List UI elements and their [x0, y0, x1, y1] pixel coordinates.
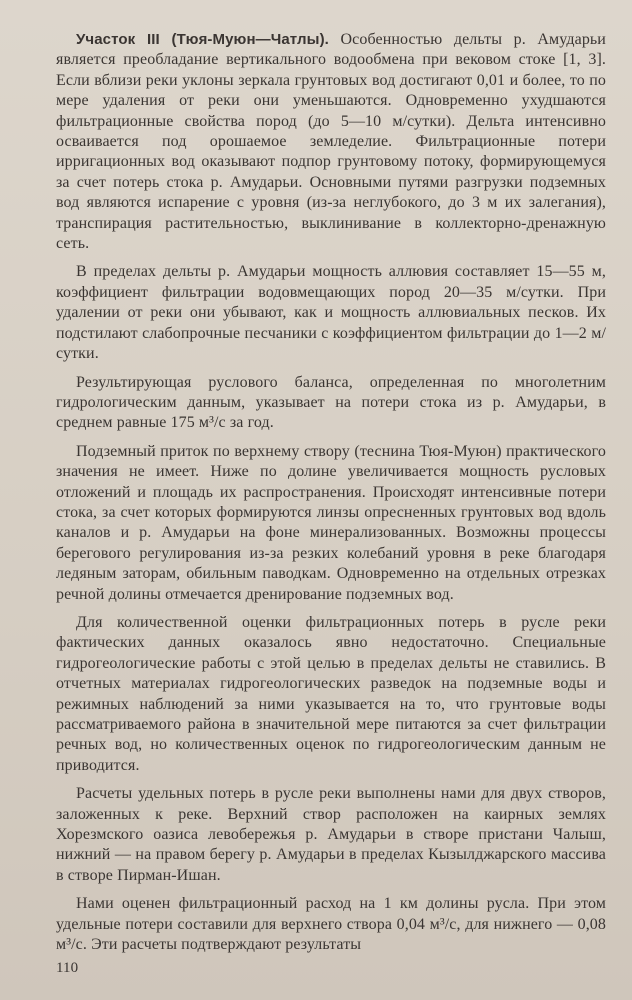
paragraph-inflow: Подземный приток по верхнему створу (теснина Тюя-Муюн) практического значения не имеет. Ниже по долине увеличивается мощность русловых отложений и площадь их распространения. Происходят интенсивные потери стока, за счет которых формируются линзы опресненных грунтовых вод вдоль каналов и р. Амударьи на фоне минерализованных. Возможны процессы берегового регулирования из-за резких колебаний уровня в реке благодаря ледяным заторам, обильным паводкам. Одновременно на отдельных отрезках речной долины отмечается дренирование подземных вод. [56, 442, 606, 603]
paragraph-results: Нами оценен фильтрационный расход на 1 км долины русла. При этом удельные потери составили для верхнего створа 0,04 м³/с, для нижнего — 0,08 м³/с. Эти расчеты подтверждают результаты [56, 895, 606, 954]
paragraph-balance: Результирующая руслового баланса, определенная по многолетним гидрологическим данным, указывает на потери стока из р. Амударьи, в среднем равные 175 м³/с за год. [56, 373, 606, 432]
section-paragraph [56, 30, 606, 254]
section-heading: Участок III (Тюя-Муюн—Чатлы). [76, 31, 329, 48]
page-number: 110 [56, 960, 79, 976]
paragraph-assessment: Для количественной оценки фильтрационных потерь в русле реки фактических данных оказалось явно недостаточно. Специальные гидрогеологические работы с этой целью в пределах дельты не ставились. В отчетных материалах гидрогеологических разведок на подземные воды и режимных наблюдений за ними указывается на то, что грунтовые воды рассматриваемого района в значительной мере питаются за счет фильтрации речных вод, но количественных оценок по гидрогеологическим данным не приводится. [56, 613, 606, 774]
paragraph-alluvium: В пределах дельты р. Амударьи мощность аллювия составляет 15—55 м, коэффициент фильтрации водовмещающих пород 20—35 м/сутки. При удалении от реки они убывают, как и мощность аллювиальных песков. Их подстилают слабопрочные песчаники с коэффициентом фильтрации до 1—2 м/сутки. [56, 263, 606, 363]
paragraph-calculations: Расчеты удельных потерь в русле реки выполнены нами для двух створов, заложенных к реке. Верхний створ расположен на каирных землях Хорезмского оазиса левобережья р. Амударьи в створе пристани Чалыш, нижний — на правом берегу р. Амударьи в пределах Кызылджарского массива в створе Пирман-Ишан. [56, 785, 606, 884]
section-intro-text: Особенностью дельты р. Амударьи является преобладание вертикального водообмена при вековом стоке [1, 3]. Если вблизи реки уклоны зеркала грунтовых вод достигают 0,01 и более, то по мере удаления от реки они уменьшаются. Одновременно ухудшаются фильтрационные свойства пород (до 5—10 м/сутки). Дельта интенсивно осваивается под орошаемое земледелие. Фильтрационные потери ирригационных вод оказывают подпор грунтовому потоку, формирующемуся за счет потерь стока р. Амударьи. Основными путями разгрузки подземных вод являются испарение с уровня (из-за неглубокого, до 3 м их залегания), транспирация растительностью, выклинивание в коллекторно-дренажную сеть. [56, 31, 606, 253]
